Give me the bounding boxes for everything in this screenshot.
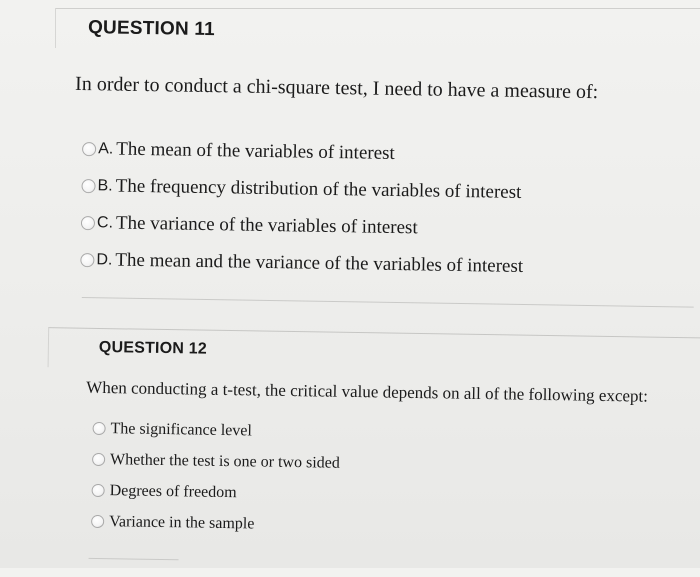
question-11-options: [80, 130, 525, 285]
option-label: The variance of the variables of interest: [115, 212, 418, 238]
option-label: The frequency distribution of the variables of interest: [115, 175, 522, 203]
option-letter: D.: [96, 250, 113, 269]
radio-button-icon[interactable]: [92, 453, 105, 466]
radio-button-icon[interactable]: [93, 422, 106, 435]
question-12-options: [91, 413, 341, 541]
option-label: The mean of the variables of interest: [116, 138, 395, 164]
radio-button-icon[interactable]: [81, 216, 95, 230]
option-label: The mean and the variance of the variables of interest: [115, 249, 524, 277]
question-11-title: QUESTION 11: [87, 17, 215, 41]
radio-button-icon[interactable]: [91, 515, 104, 528]
question-12: [0, 298, 700, 577]
question-11-prompt: In order to conduct a chi-square test, I need to have a measure of:: [74, 72, 599, 104]
radio-button-icon[interactable]: [81, 179, 95, 193]
radio-button-icon[interactable]: [82, 142, 96, 156]
question-12-top-divider: [48, 327, 700, 338]
option-letter: C.: [96, 213, 114, 232]
question-12-bottom-divider: [89, 558, 179, 560]
radio-button-icon[interactable]: [92, 484, 105, 497]
question-12-title: QUESTION 12: [98, 338, 208, 358]
option-label: Degrees of freedom: [109, 481, 237, 501]
option-letter: A.: [98, 139, 114, 158]
question-11-option-d[interactable]: [80, 241, 523, 285]
question-12-option-3[interactable]: [91, 475, 339, 510]
radio-button-icon[interactable]: [80, 253, 94, 267]
option-letter: B.: [97, 176, 113, 195]
question-12-prompt: When conducting a t-test, the critical value depends on all of the following except:: [86, 377, 649, 406]
option-label: Whether the test is one or two sided: [109, 450, 340, 472]
question-12-option-4[interactable]: [91, 506, 339, 541]
option-label: The significance level: [110, 419, 252, 439]
option-label: Variance in the sample: [109, 512, 255, 532]
question-12-left-border: [48, 327, 50, 367]
question-12-option-2[interactable]: [92, 444, 340, 479]
question-12-option-1[interactable]: [92, 413, 340, 448]
